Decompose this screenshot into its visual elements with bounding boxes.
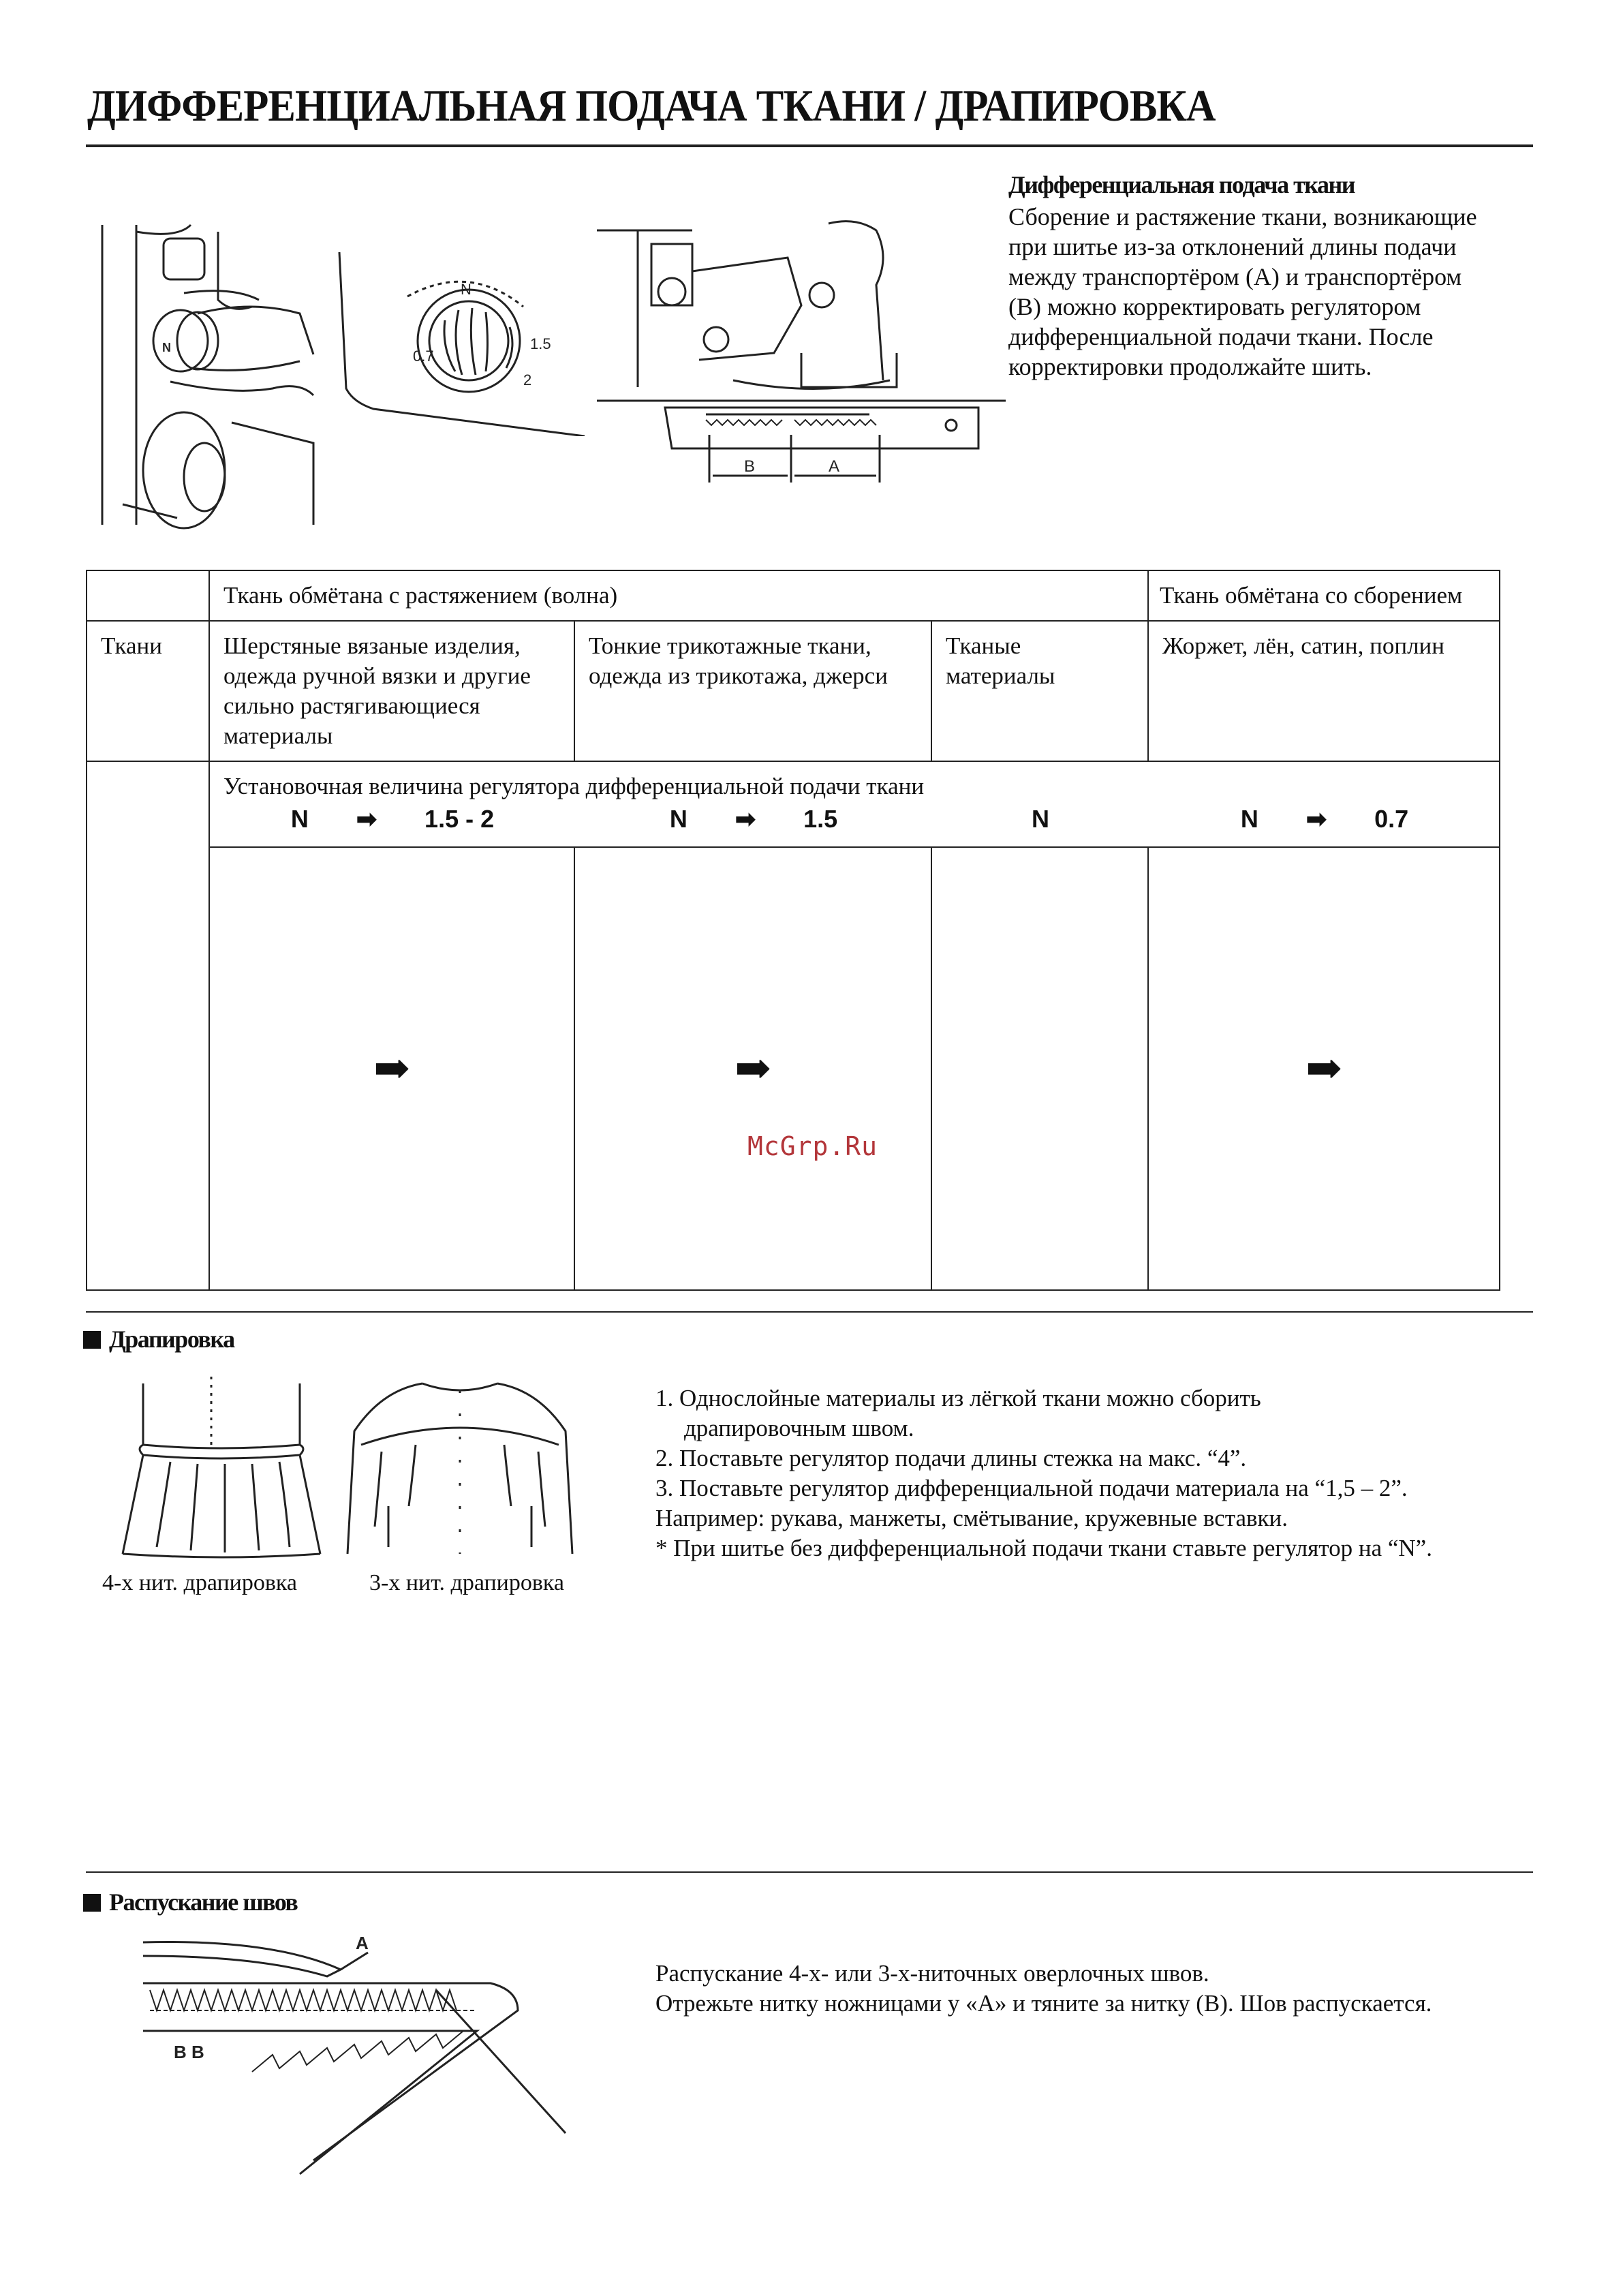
stretch-header: Ткань обмётана с растяжением (волна) [209,570,1148,621]
intro-text [1008,202,1526,382]
setting-value [210,804,575,834]
feed-label-a: A [829,457,840,476]
section-rule [86,1871,1533,1873]
title-rule [86,144,1533,147]
dial-label-15: 1.5 [530,335,551,352]
intro-line: (В) можно корректировать регулятором [1008,293,1421,320]
setting-from: N [669,805,687,833]
fabric-cell: Шерстяные вязаные изделия, одежда ручной вязки и другие сильно растягивающиеся материалы [209,621,574,761]
instruction-line: Например: рукава, манжеты, смётывание, кружевные вставки. [655,1505,1288,1531]
setting-value [1149,804,1500,834]
fabric-row-label: Ткани [87,621,209,761]
hand-dial-illustration [95,218,327,532]
setting-to: 1.5 - 2 [424,805,495,833]
intro-line: между транспортёром (А) и транспортёром [1008,263,1462,290]
setting-value [575,804,932,834]
setting-title: Установочная величина регулятора дифференциальной подачи ткани [223,773,925,799]
dial-closeup-illustration [333,245,591,436]
section-rule [86,1311,1533,1313]
dial-label-07: 0.7 [413,348,434,365]
seam-label-b: B B [174,2042,204,2062]
page-title: ДИФФЕРЕНЦИАЛЬНАЯ ПОДАЧА ТКАНИ / ДРАПИРОВКА [87,81,1216,131]
fabric-cell: Жоржет, лён, сатин, поплин [1148,621,1500,761]
instruction-line: 3. Поставьте регулятор дифференциальной подачи материала на “1,5 – 2”. [655,1475,1408,1501]
setting-from: N [1032,805,1049,833]
table-corner-cell [87,570,209,621]
intro-line: Сборение и растяжение ткани, возникающие [1008,203,1477,230]
setting-from: N [1240,805,1258,833]
setting-arrow-icon: ➡ [735,805,756,833]
result-arrow-icon: ➡ [373,1044,410,1092]
result-cell [574,847,931,1290]
blouse-3-thread-illustration [341,1370,579,1561]
dial-label-2: 2 [523,371,532,388]
feed-label-b: B [744,457,756,476]
feed-dogs-illustration [597,217,1006,489]
gather-header: Ткань обмётана со сборением [1148,570,1500,621]
seam-label-a: A [356,1933,369,1953]
gathering-heading [83,1325,234,1353]
table-empty-cell [87,761,209,1290]
watermark: McGrp.Ru [747,1131,878,1161]
intro-line: дифференциальной подачи ткани. После [1008,323,1434,350]
gathering-instructions [655,1383,1432,1563]
result-arrow-icon: ➡ [1305,1044,1342,1092]
intro-line: при шитье из-за отклонений длины подачи [1008,233,1457,260]
dress-4-thread-illustration [116,1370,327,1561]
square-bullet-icon [83,1894,101,1912]
result-cell [1148,847,1500,1290]
result-cell [931,847,1148,1290]
caption-3-thread: 3-х нит. драпировка [369,1570,564,1595]
setting-to: 0.7 [1374,805,1409,833]
unravel-line: Отрежьте нитку ножницами у «А» и тяните за нитку (В). Шов распускается. [655,1990,1432,2017]
instruction-line: * При шитье без дифференциальной подачи ткани ставьте регулятор на “N”. [655,1535,1432,1561]
unravel-heading [83,1888,297,1916]
fabric-settings-table [86,570,1500,1291]
instruction-line: драпировочным швом. [684,1415,914,1441]
serged-seam-illustration [136,1929,572,2181]
fabric-cell: Тонкие трикотажные ткани, одежда из трикотажа, джерси [574,621,931,761]
instruction-line: 1. Однослойные материалы из лёгкой ткани можно сборить [655,1385,1261,1411]
caption-4-thread: 4-х нит. драпировка [102,1570,297,1595]
setting-to: 1.5 [803,805,838,833]
setting-value [932,804,1149,834]
dial-label-n: N [461,281,472,298]
unravel-heading-text: Распускание швов [109,1888,298,1916]
unravel-line: Распускание 4-х- или 3-х-ниточных оверлочных швов. [655,1960,1209,1987]
result-arrow-icon: ➡ [735,1044,771,1092]
square-bullet-icon [83,1331,101,1349]
instruction-line: 2. Поставьте регулятор подачи длины стежка на макс. “4”. [655,1445,1247,1471]
result-cell [209,847,574,1290]
setting-arrow-icon: ➡ [1305,805,1327,833]
unravel-instructions [655,1959,1432,2019]
intro-line: корректировки продолжайте шить. [1008,353,1372,380]
setting-row [209,761,1500,847]
svg-text:N: N [162,341,171,354]
setting-from: N [290,805,309,833]
fabric-cell: Тканые материалы [931,621,1148,761]
gathering-heading-text: Драпировка [109,1326,234,1353]
intro-heading: Дифференциальная подача ткани [1008,171,1355,198]
setting-arrow-icon: ➡ [356,805,377,833]
